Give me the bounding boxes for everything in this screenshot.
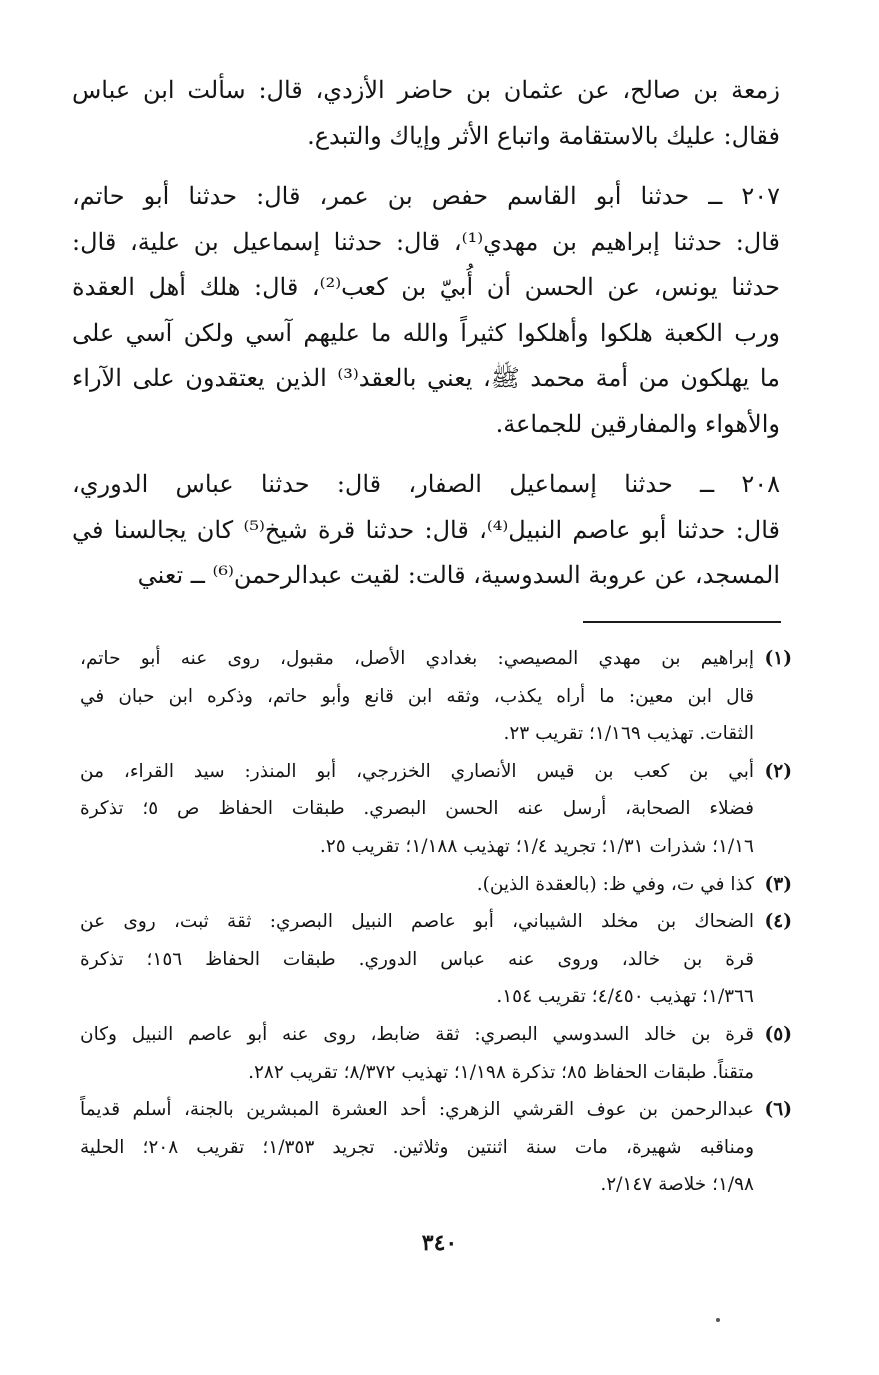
footnote-line: قرة بن خالد، وروى عنه عباس الدوري. طبقات الحفاظ ١٥٦؛ تذكرة (80, 948, 754, 970)
footnote-text (80, 903, 754, 1016)
text-line: ورب الكعبة هلكوا وأهلكوا كثيراً والله ما عليهم آسي ولكن آسي على (72, 318, 780, 347)
footnote-line: إبراهيم بن مهدي المصيصي: بغدادي الأصل، مقبول، روى عنه أبو حاتم، (80, 648, 754, 669)
footnote (80, 640, 792, 753)
footnote-line: متقناً. طبقات الحفاظ ٨٥؛ تذكرة ١/١٩٨؛ تهذيب ٨/٣٧٢؛ تقريب ٢٨٢. (248, 1061, 754, 1083)
footnote-text (80, 866, 754, 904)
footnote-text (80, 640, 754, 753)
footnote-line: أبي بن كعب بن قيس الأنصاري الخزرجي، أبو المنذر: سيد القراء، من (80, 760, 754, 782)
footnote (80, 753, 792, 866)
footnote-line: ١/٣٦٦؛ تهذيب ٤/٤٥٠؛ تقريب ١٥٤. (496, 986, 754, 1008)
text-line: ٢٠٨ ــ حدثنا إسماعيل الصفار، قال: حدثنا عباس الدوري، (72, 470, 780, 498)
footnote-number: (٥) (764, 1023, 792, 1045)
footnote-number: (٤) (764, 911, 792, 933)
page-number: ٣٤٠ (421, 1230, 458, 1256)
footnote-number: (٢) (764, 760, 792, 782)
footnote-line: ومناقبه شهيرة، مات سنة اثنتين وثلاثين. تجريد ١/٣٥٣؛ تقريب ٢٠٨؛ الحلية (80, 1136, 754, 1158)
footnote-text (80, 1016, 754, 1091)
footnote-line: ١/١٦؛ شذرات ١/٣١؛ تجريد ١/٤؛ تهذيب ١/١٨٨؛ تقريب ٢٥. (319, 835, 754, 857)
text-line: فقال: عليك بالاستقامة واتباع الأثر وإياك والتبدع. (307, 121, 780, 150)
footnotes (80, 640, 792, 1204)
footnote-line: قال ابن معين: ما أراه يكذب، وثقه ابن قانع وأبو حاتم، وذكره ابن حبان في (80, 685, 754, 707)
footnote-text (80, 753, 754, 866)
text-line: قال: حدثنا أبو عاصم النبيل⁽⁴⁾، قال: حدثنا قرة شيخ⁽⁵⁾ كان يجالسنا في (72, 515, 780, 544)
ink-speck (716, 1318, 720, 1322)
footnote-line: قرة بن خالد السدوسي البصري: ثقة ضابط، روى عنه أبو عاصم النبيل وكان (80, 1023, 754, 1045)
footnote-text (80, 1091, 754, 1204)
footnote-number: (٣) (764, 873, 792, 895)
text-line: قال: حدثنا إبراهيم بن مهدي⁽¹⁾، قال: حدثنا إسماعيل بن علية، قال: (72, 227, 781, 256)
text-line: المسجد، عن عروبة السدوسية، قالت: لقيت عبدالرحمن⁽⁶⁾ ــ تعني (137, 561, 780, 589)
footnote (80, 1091, 792, 1204)
footnote-number: (١) (764, 648, 792, 669)
text-line: ما يهلكون من أمة محمد ﷺ، يعني بالعقد⁽³⁾ الذين يعتقدون على الآراء (72, 364, 780, 392)
footnote-line: عبدالرحمن بن عوف القرشي الزهري: أحد العشرة المبشرين بالجنة، أسلم قديماً (80, 1099, 754, 1121)
footnote (80, 866, 792, 904)
footnote-line: فضلاء الصحابة، أرسل عنه الحسن البصري. طبقات الحفاظ ص ٥؛ تذكرة (80, 798, 754, 820)
paragraph (72, 174, 780, 447)
footnote (80, 903, 792, 1016)
text-line: زمعة بن صالح، عن عثمان بن حاضر الأزدي، قال: سألت ابن عباس (72, 76, 780, 104)
footnote-separator (583, 621, 781, 623)
text-line: حدثنا يونس، عن الحسن أن أُبيّ بن كعب⁽²⁾، قال: هلك أهل العقدة (72, 273, 780, 301)
footnote-line: الثقات. تهذيب ١/١٦٩؛ تقريب ٢٣. (503, 723, 754, 745)
footnote-line: الضحاك بن مخلد الشيباني، أبو عاصم النبيل البصري: ثقة ثبت، روى عن (80, 911, 754, 933)
paragraph (72, 462, 780, 599)
text-line: ٢٠٧ ــ حدثنا أبو القاسم حفص بن عمر، قال: حدثنا أبو حاتم، (72, 182, 780, 210)
footnote-line: كذا في ت، وفي ظ: (بالعقدة الذين). (476, 873, 754, 895)
paragraph (72, 68, 780, 159)
footnote (80, 1016, 792, 1091)
footnote-line: ١/٩٨؛ خلاصة ٢/١٤٧. (600, 1174, 754, 1196)
footnote-number: (٦) (764, 1099, 792, 1121)
text-line: والأهواء والمفارقين للجماعة. (495, 409, 780, 438)
main-text (72, 68, 780, 599)
